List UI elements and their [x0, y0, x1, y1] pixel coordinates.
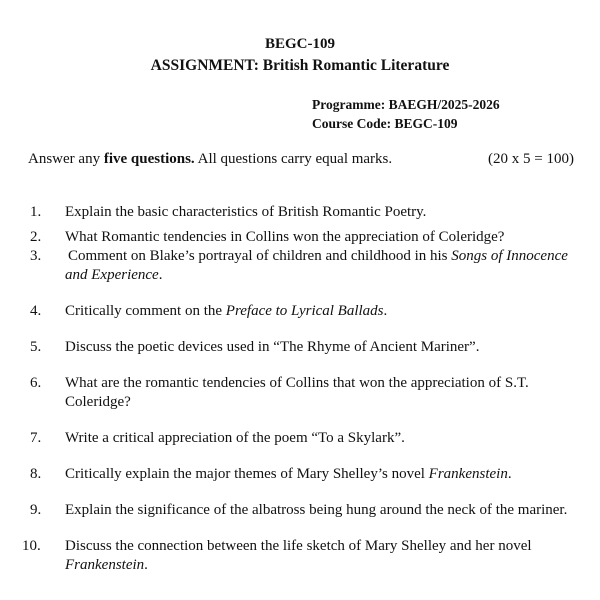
- question-text: What Romantic tendencies in Collins won the appreciation of Coleridge?: [65, 229, 505, 245]
- instructions-suffix: All questions carry equal marks.: [197, 151, 393, 167]
- question-item: [0, 338, 578, 357]
- question-text: Explain the basic characteristics of British Romantic Poetry.: [65, 204, 427, 220]
- course-code-value: BEGC-109: [394, 116, 458, 131]
- question-text-end: .: [144, 557, 148, 573]
- question-number: 6.: [30, 375, 42, 391]
- question-text-end: .: [383, 303, 388, 319]
- question-text: What are the romantic tendencies of Collins that won the appreciation of S.T. Coleridge?: [65, 375, 529, 410]
- question-number: 10.: [22, 538, 41, 554]
- programme-line: [312, 95, 500, 114]
- instructions-bold: five questions.: [103, 151, 195, 167]
- question-italic-title: Songs of Innocence and Experience: [65, 248, 568, 283]
- question-italic-title: Frankenstein: [65, 557, 145, 573]
- question-text: Discuss the connection between the life sketch of Mary Shelley and her novel: [65, 538, 532, 554]
- question-number: 8.: [30, 466, 42, 482]
- course-code-line: [312, 114, 458, 133]
- question-italic-title: Preface to Lyrical Ballads: [225, 303, 384, 319]
- question-item: [0, 302, 578, 321]
- question-number: 7.: [30, 430, 42, 446]
- question-item: [0, 429, 578, 448]
- question-text: Discuss the poetic devices used in “The Rhyme of Ancient Mariner”.: [65, 339, 480, 355]
- assignment-title: British Romantic Literature: [262, 57, 450, 74]
- question-number: 4.: [30, 303, 42, 319]
- question-item: [0, 228, 578, 247]
- question-item: [0, 203, 578, 222]
- question-number: 1.: [30, 204, 42, 220]
- question-item: [0, 247, 578, 285]
- question-item: [0, 465, 578, 484]
- question-list: [0, 203, 600, 575]
- question-italic-title: Frankenstein: [428, 466, 508, 482]
- question-item: [0, 501, 578, 520]
- question-text: Critically comment on the: [65, 303, 223, 319]
- question-item: [0, 374, 578, 412]
- instructions: [28, 150, 574, 169]
- assignment-prefix: ASSIGNMENT:: [150, 57, 259, 74]
- question-text: Explain the significance of the albatross being hung around the neck of the mariner.: [65, 502, 568, 518]
- question-number: 2.: [30, 229, 42, 245]
- question-number: 5.: [30, 339, 42, 355]
- question-text-end: .: [507, 466, 512, 482]
- instructions-prefix: Answer any: [28, 151, 101, 167]
- programme-label: Programme:: [312, 97, 386, 112]
- question-number: 3.: [30, 248, 42, 264]
- question-text: Comment on Blake’s portrayal of children and childhood in his: [68, 248, 448, 264]
- course-code-label: Course Code:: [312, 116, 392, 131]
- question-text-end: .: [158, 267, 163, 283]
- marks-allocation: (20 x 5 = 100): [488, 151, 574, 167]
- question-item: [0, 537, 578, 575]
- question-text: Critically explain the major themes of Mary Shelley’s novel: [65, 466, 425, 482]
- question-text: Write a critical appreciation of the poem “To a Skylark”.: [65, 430, 405, 446]
- question-number: 9.: [30, 502, 42, 518]
- course-code-heading: BEGC-109: [264, 36, 335, 52]
- programme-value: BAEGH/2025-2026: [388, 97, 500, 112]
- assignment-heading: [0, 56, 600, 75]
